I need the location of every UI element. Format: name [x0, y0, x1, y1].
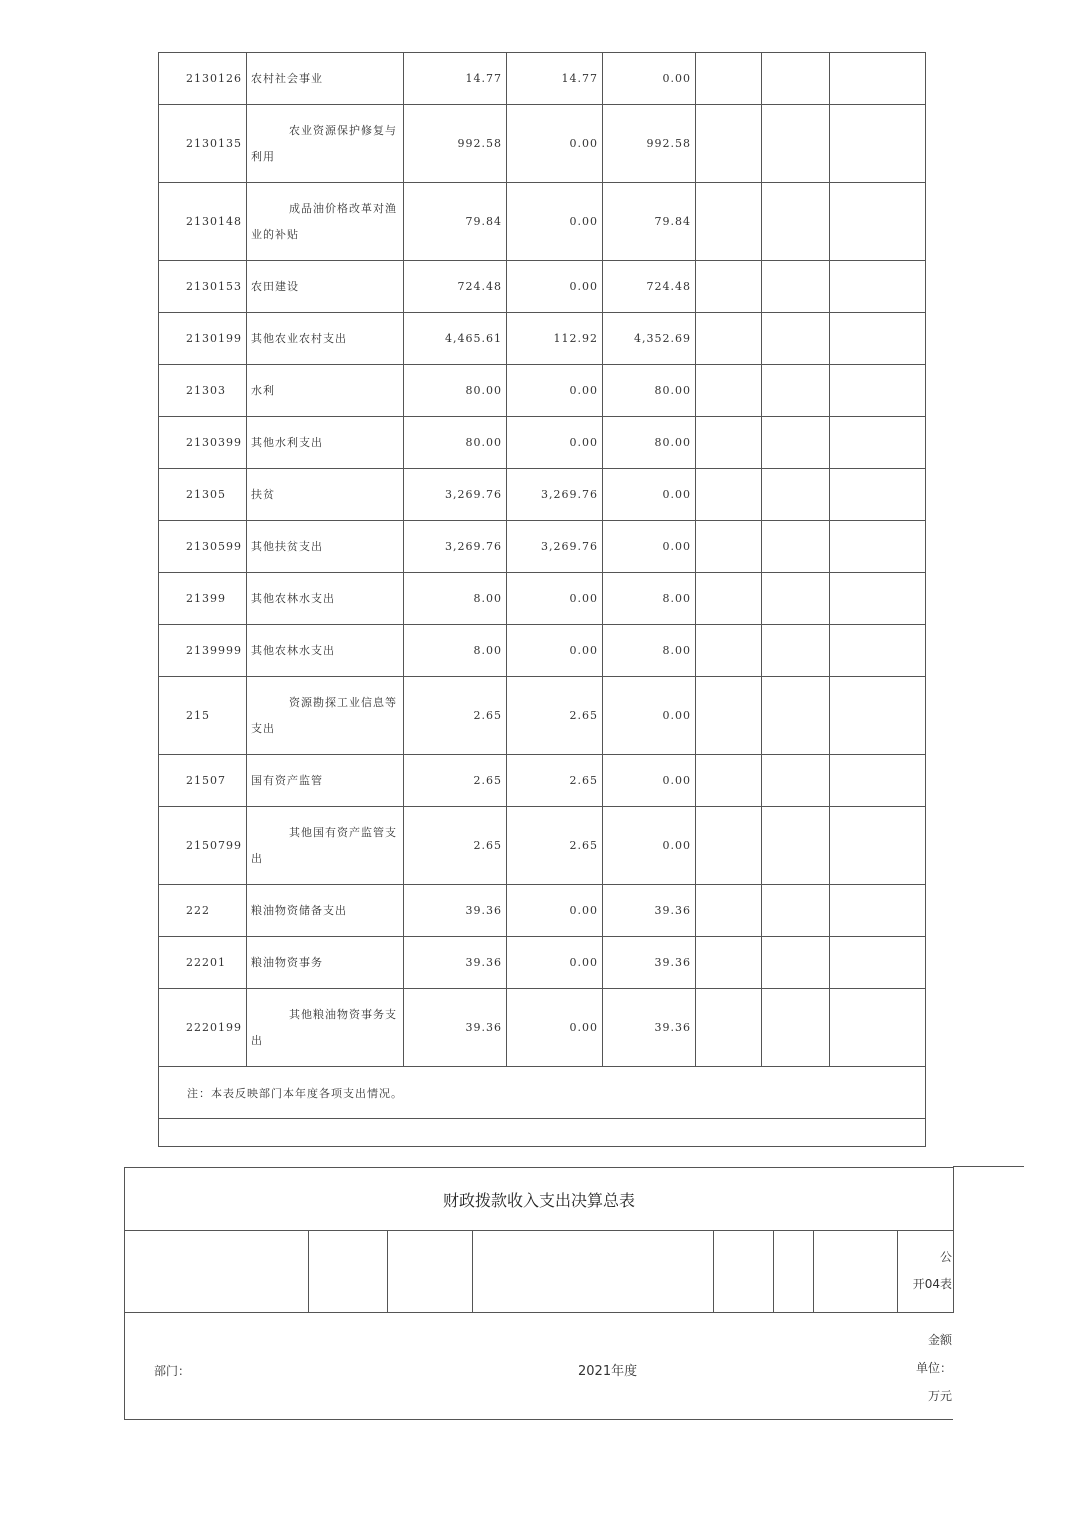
table-row: [159, 417, 926, 469]
empty-cell: [696, 53, 762, 105]
basic-cell: 2.65: [507, 807, 603, 885]
code-cell: 21507: [159, 755, 247, 807]
basic-cell: 0.00: [507, 989, 603, 1067]
project-cell: 0.00: [603, 755, 696, 807]
table-row: [159, 469, 926, 521]
summary-info-row: [124, 1312, 953, 1420]
project-cell: 8.00: [603, 625, 696, 677]
empty-cell: [696, 807, 762, 885]
basic-cell: 0.00: [507, 625, 603, 677]
empty-cell: [696, 937, 762, 989]
table-empty-row: [159, 1119, 926, 1147]
table-row: [159, 53, 926, 105]
name-cell: 其他农林水支出: [247, 573, 404, 625]
unit-line1: 金额: [927, 1333, 952, 1347]
name-cell: 农村社会事业: [247, 53, 404, 105]
basic-cell: 0.00: [507, 885, 603, 937]
name-cell: 农业资源保护修复与利用: [247, 105, 404, 183]
code-cell: 2130126: [159, 53, 247, 105]
table-row: [159, 365, 926, 417]
name-cell: 资源勘探工业信息等支出: [247, 677, 404, 755]
total-cell: 80.00: [404, 417, 507, 469]
total-cell: 80.00: [404, 365, 507, 417]
table-note: 注：本表反映部门本年度各项支出情况。: [159, 1067, 926, 1119]
name-cell: 其他水利支出: [247, 417, 404, 469]
empty-cell: [696, 677, 762, 755]
empty-cell: [696, 105, 762, 183]
basic-cell: 14.77: [507, 53, 603, 105]
fiscal-year: 2021年度: [578, 1364, 638, 1379]
table-number: [898, 1244, 952, 1298]
empty-cell: [762, 521, 830, 573]
empty-cell: [762, 807, 830, 885]
code-cell: 2150799: [159, 807, 247, 885]
empty-cell: [830, 989, 926, 1067]
basic-cell: 3,269.76: [507, 469, 603, 521]
project-cell: 724.48: [603, 261, 696, 313]
name-cell: 其他国有资产监管支出: [247, 807, 404, 885]
code-cell: 2130148: [159, 183, 247, 261]
project-cell: 0.00: [603, 807, 696, 885]
empty-cell: [830, 313, 926, 365]
project-cell: 0.00: [603, 521, 696, 573]
code-cell: 21305: [159, 469, 247, 521]
empty-cell: [762, 105, 830, 183]
name-cell: 成品油价格改革对渔业的补贴: [247, 183, 404, 261]
basic-cell: 0.00: [507, 573, 603, 625]
empty-cell: [696, 755, 762, 807]
empty-cell: [762, 469, 830, 521]
total-cell: 79.84: [404, 183, 507, 261]
empty-cell: [830, 807, 926, 885]
table-row: [159, 677, 926, 755]
code-cell: 2139999: [159, 625, 247, 677]
table-row: [159, 937, 926, 989]
header-cell: [774, 1231, 814, 1312]
name-cell: 其他扶贫支出: [247, 521, 404, 573]
header-cell: [309, 1231, 388, 1312]
empty-cell: [696, 573, 762, 625]
name-cell: 扶贫: [247, 469, 404, 521]
empty-cell: [762, 313, 830, 365]
basic-cell: 0.00: [507, 183, 603, 261]
header-cell: [714, 1231, 774, 1312]
project-cell: 0.00: [603, 469, 696, 521]
project-cell: 992.58: [603, 105, 696, 183]
empty-cell: [830, 105, 926, 183]
total-cell: 14.77: [404, 53, 507, 105]
total-cell: 2.65: [404, 677, 507, 755]
empty-cell: [830, 885, 926, 937]
header-cell: [473, 1231, 714, 1312]
empty-cell: [762, 365, 830, 417]
empty-cell: [830, 677, 926, 755]
basic-cell: 0.00: [507, 261, 603, 313]
table-number-line2: 开04表: [912, 1277, 952, 1291]
unit-line2: 单位：: [915, 1361, 952, 1375]
name-cell: 水利: [247, 365, 404, 417]
total-cell: 8.00: [404, 573, 507, 625]
code-cell: 2130199: [159, 313, 247, 365]
empty-cell: [830, 755, 926, 807]
empty-cell: [830, 417, 926, 469]
total-cell: 3,269.76: [404, 469, 507, 521]
empty-cell: [762, 417, 830, 469]
project-cell: 80.00: [603, 365, 696, 417]
project-cell: 39.36: [603, 885, 696, 937]
project-cell: 39.36: [603, 937, 696, 989]
empty-cell: [696, 313, 762, 365]
table-row: [159, 807, 926, 885]
department-label: 部门：: [154, 1364, 191, 1378]
code-cell: 21399: [159, 573, 247, 625]
table-row: [159, 313, 926, 365]
code-cell: 2130135: [159, 105, 247, 183]
empty-cell: [762, 885, 830, 937]
project-cell: 39.36: [603, 989, 696, 1067]
basic-cell: 0.00: [507, 365, 603, 417]
expense-table-body: [159, 53, 926, 1067]
total-cell: 8.00: [404, 625, 507, 677]
table-row: [159, 521, 926, 573]
empty-cell: [696, 469, 762, 521]
top-rule: [953, 1166, 1024, 1167]
unit-line3: 万元: [927, 1389, 952, 1403]
empty-cell: [696, 183, 762, 261]
basic-cell: 2.65: [507, 755, 603, 807]
table-row: [159, 755, 926, 807]
empty-cell: [696, 521, 762, 573]
header-cell: [814, 1231, 898, 1312]
summary-table-title: 财政拨款收入支出决算总表: [124, 1167, 953, 1231]
code-cell: 2130599: [159, 521, 247, 573]
empty-cell: [830, 261, 926, 313]
table-row: [159, 105, 926, 183]
table-row: [159, 573, 926, 625]
empty-cell: [762, 183, 830, 261]
empty-cell: [762, 261, 830, 313]
empty-cell: [696, 261, 762, 313]
total-cell: 4,465.61: [404, 313, 507, 365]
table-number-line1: 公: [939, 1250, 952, 1264]
empty-cell: [159, 1119, 926, 1147]
empty-cell: [762, 755, 830, 807]
expense-detail-table: [158, 52, 926, 1147]
table-row: [159, 989, 926, 1067]
empty-cell: [762, 625, 830, 677]
total-cell: 2.65: [404, 755, 507, 807]
project-cell: 8.00: [603, 573, 696, 625]
empty-cell: [696, 365, 762, 417]
total-cell: 2.65: [404, 807, 507, 885]
project-cell: 79.84: [603, 183, 696, 261]
empty-cell: [762, 937, 830, 989]
empty-cell: [762, 53, 830, 105]
name-cell: 粮油物资储备支出: [247, 885, 404, 937]
project-cell: 0.00: [603, 677, 696, 755]
empty-cell: [696, 989, 762, 1067]
name-cell: 农田建设: [247, 261, 404, 313]
header-cell: [125, 1231, 309, 1312]
code-cell: 2220199: [159, 989, 247, 1067]
empty-cell: [830, 365, 926, 417]
table-row: [159, 885, 926, 937]
basic-cell: 0.00: [507, 937, 603, 989]
project-cell: 80.00: [603, 417, 696, 469]
code-cell: 2130153: [159, 261, 247, 313]
code-cell: 222: [159, 885, 247, 937]
header-cell: [388, 1231, 473, 1312]
amount-unit: [900, 1326, 952, 1410]
basic-cell: 112.92: [507, 313, 603, 365]
total-cell: 3,269.76: [404, 521, 507, 573]
name-cell: 其他农业农村支出: [247, 313, 404, 365]
empty-cell: [762, 989, 830, 1067]
code-cell: 2130399: [159, 417, 247, 469]
table-row: [159, 183, 926, 261]
project-cell: 4,352.69: [603, 313, 696, 365]
summary-header-row: [124, 1231, 954, 1313]
name-cell: 国有资产监管: [247, 755, 404, 807]
empty-cell: [830, 937, 926, 989]
total-cell: 992.58: [404, 105, 507, 183]
code-cell: 21303: [159, 365, 247, 417]
empty-cell: [830, 469, 926, 521]
empty-cell: [830, 53, 926, 105]
table-row: [159, 625, 926, 677]
basic-cell: 0.00: [507, 417, 603, 469]
empty-cell: [830, 625, 926, 677]
empty-cell: [830, 183, 926, 261]
name-cell: 其他农林水支出: [247, 625, 404, 677]
empty-cell: [696, 625, 762, 677]
empty-cell: [830, 573, 926, 625]
empty-cell: [830, 521, 926, 573]
empty-cell: [696, 885, 762, 937]
name-cell: 粮油物资事务: [247, 937, 404, 989]
total-cell: 39.36: [404, 937, 507, 989]
basic-cell: 0.00: [507, 105, 603, 183]
project-cell: 0.00: [603, 53, 696, 105]
basic-cell: 3,269.76: [507, 521, 603, 573]
total-cell: 724.48: [404, 261, 507, 313]
name-cell: 其他粮油物资事务支出: [247, 989, 404, 1067]
empty-cell: [696, 417, 762, 469]
code-cell: 215: [159, 677, 247, 755]
code-cell: 22201: [159, 937, 247, 989]
empty-cell: [762, 677, 830, 755]
total-cell: 39.36: [404, 885, 507, 937]
table-note-row: [159, 1067, 926, 1119]
empty-cell: [762, 573, 830, 625]
total-cell: 39.36: [404, 989, 507, 1067]
table-row: [159, 261, 926, 313]
basic-cell: 2.65: [507, 677, 603, 755]
